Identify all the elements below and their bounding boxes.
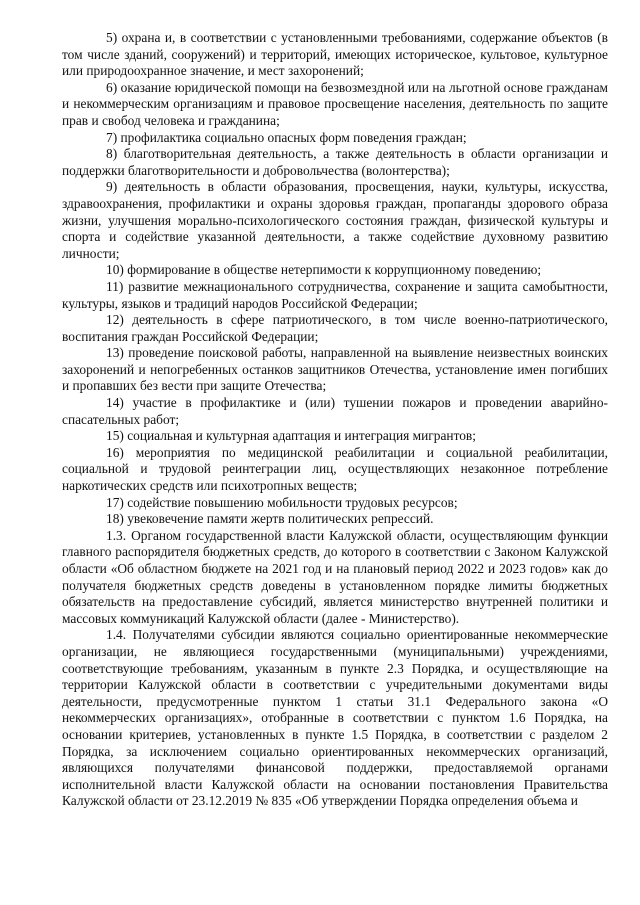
- list-item-15: 15) социальная и культурная адаптация и интеграция мигрантов;: [106, 428, 476, 444]
- list-item-7: 7) профилактика социально опасных форм поведения граждан;: [106, 129, 467, 145]
- list-item-16: 16) мероприятия по медицинской реабилитации и социальной реабилитации, социальной и трудовой реинтеграции лиц, осуществляющих незаконное потребление наркотических средств или психотропных веществ;: [62, 444, 608, 494]
- list-item-14: 14) участие в профилактике и (или) тушении пожаров и проведении аварийно-спасательных работ;: [62, 395, 608, 427]
- list-item-12: 12) деятельность в сфере патриотического, в том числе военно-патриотического, воспитания граждан Российской Федерации;: [62, 312, 608, 344]
- section-1-4: 1.4. Получателями субсидии являются социально ориентированные некоммерческие организации, не являющиеся государственными (муниципальными) учреждениями, соответствующие требованиям, указанным в пункте 2.3 Порядка, и осуществляющие на территории Калужской области в соответствии с учредительными документами виды деятельности, предусмотренные пунктом 1 статьи 31.1 Федерального закона «О некоммерческих организациях», отобранные в соответствии с пунктом 1.6 Порядка, на основании критериев, установленных в пункте 1.5 Порядка, в соответствии с разделом 2 Порядка, за исключением социально ориентированных некоммерческих организаций, являющихся получателями финансовой поддержки, предоставляемой органами исполнительной власти Калужской области на основании постановления Правительства Калужской области от 23.12.2019 № 835 «Об утверждении Порядка определения объема и: [62, 627, 608, 809]
- list-item-10: 10) формирование в обществе нетерпимости к коррупционному поведению;: [106, 262, 542, 278]
- list-item-9: 9) деятельность в области образования, просвещения, науки, культуры, искусства, здравоохранения, профилактики и охраны здоровья граждан, пропаганды здорового образа жизни, улучшения морально-психологического состояния граждан, физической культуры и спорта и содействие указанной деятельности, а также содействие духовному развитию личности;: [62, 179, 608, 261]
- list-item-18: 18) увековечение памяти жертв политических репрессий.: [106, 511, 434, 527]
- section-1-3: 1.3. Органом государственной власти Калужской области, осуществляющим функции главного распорядителя бюджетных средств, до которого в соответствии с Законом Калужской области «Об областном бюджете на 2021 год и на плановый период 2022 и 2023 годов» как до получателя бюджетных средств доведены в установленном порядке лимиты бюджетных обязательств на предоставление субсидий, является министерство внутренней политики и массовых коммуникаций Калужской области (далее - Министерство).: [62, 527, 608, 626]
- list-item-5: 5) охрана и, в соответствии с установленными требованиями, содержание объектов (в том числе зданий, сооружений) и территорий, имеющих историческое, культовое, культурное или природоохранное значение, и мест захоронений;: [62, 30, 608, 79]
- list-item-13: 13) проведение поисковой работы, направленной на выявление неизвестных воинских захоронений и непогребенных останков защитников Отечества, установление имен погибших и пропавших без вести при защите Отечества;: [62, 345, 608, 394]
- list-item-11: 11) развитие межнационального сотрудничества, сохранение и защита самобытности, культуры, языков и традиций народов Российской Федерации;: [62, 278, 608, 311]
- list-item-17: 17) содействие повышению мобильности трудовых ресурсов;: [106, 494, 458, 510]
- list-item-6: 6) оказание юридической помощи на безвозмездной или на льготной основе гражданам и некоммерческим организациям и правовое просвещение населения, деятельность по защите прав и свобод человека и гражданина;: [62, 79, 608, 128]
- list-item-8: 8) благотворительная деятельность, а также деятельность в области организации и поддержки благотворительности и добровольчества (волонтерства);: [62, 146, 608, 178]
